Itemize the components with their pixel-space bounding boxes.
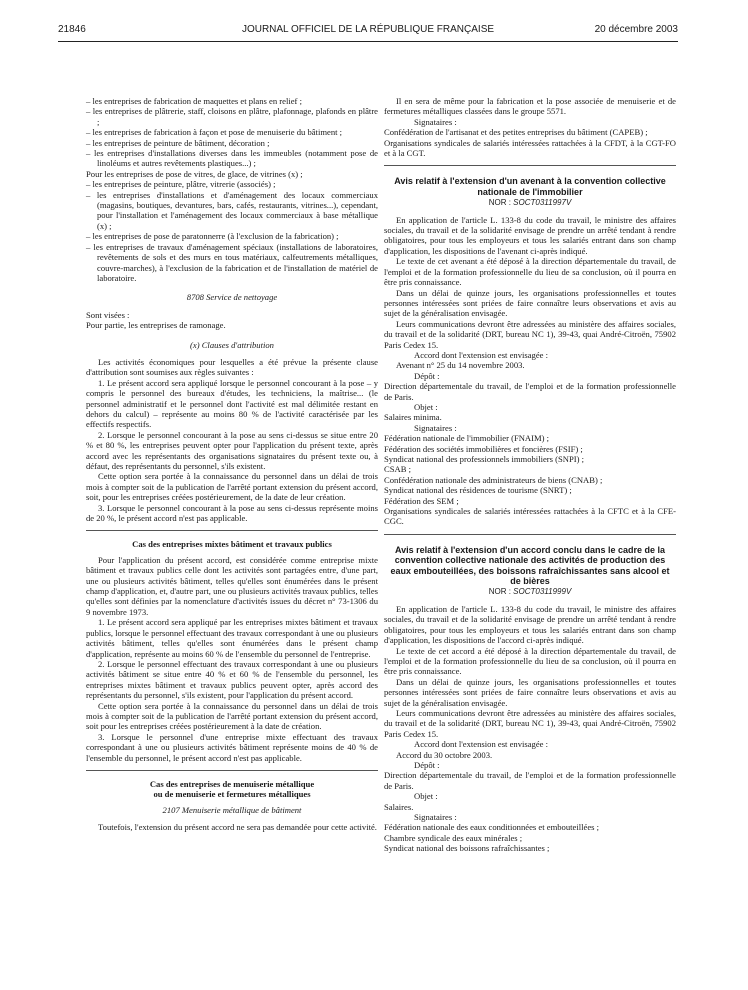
pour-partie-text: Pour partie, les entreprises de ramonage. xyxy=(86,320,226,331)
accord-label: Accord dont l'extension est envisagée : xyxy=(414,349,548,360)
objet-value: Salaires minima. xyxy=(384,412,442,423)
list-item: – les entreprises d'installations diverses dans les immeubles (notamment pose de linoléums et autres revêtements plastiques...) ; xyxy=(86,148,378,169)
paragraph: Les activités économiques pour lesquelles a été prévue la présente clause d'attribution sont soumises aux règles suivantes : xyxy=(86,356,378,378)
paragraph: Cette option sera portée à la connaissance du personnel dans un délai de trois mois à compter soit de la publication de l'arrêté portant extension du présent accord, soit pour les entreprises créées postérieurement à la date de création. xyxy=(86,700,378,732)
page-number: 21846 xyxy=(58,24,86,35)
paragraph: Pour l'application du présent accord, est considérée comme entreprise mixte bâtiment et travaux publics celle dont les activités sont partagées entre, d'une part, une ou plusieurs activités bâtiment, telles qu'elles sont énumérées dans le présent champ d'application, et, d'autre part, une ou plusieurs activités travaux publics, telles qu'elles sont définies par la nomenclature d'activités issues du décret n° 73-1306 du 9 novembre 1973. xyxy=(86,554,378,617)
signataire: Confédération nationale des administrateurs de biens (CNAB) ; xyxy=(384,474,603,485)
clauses-caption: (x) Clauses d'attribution xyxy=(190,339,274,350)
list-item: – les entreprises de fabrication de maquettes et plans en relief ; xyxy=(86,96,302,106)
separator xyxy=(384,165,676,166)
paragraph: Leurs communications devront être adressées au ministère des affaires sociales, du travail et de la solidarité (DRT, bureau NC 1), 39-43, quai André-Citroën, 75902 Paris Cedex 15. xyxy=(384,707,676,739)
paragraph: Leurs communications devront être adressées au ministère des affaires sociales, du travail et de la solidarité (DRT, bureau NC 1), 39-43, quai André-Citroën, 75902 Paris Cedex 15. xyxy=(384,318,676,350)
signataire: Fédération des SEM ; xyxy=(384,495,459,506)
publication-date: 20 décembre 2003 xyxy=(594,24,678,35)
list-item: – les entreprises de plâtrerie, staff, cloisons en plâtre, plafonnage, plafonds en plâtre ; xyxy=(86,106,378,127)
signataires-label: Signataires : xyxy=(414,422,457,433)
signataire: Syndicat national des boissons rafraîchissantes ; xyxy=(384,843,550,854)
paragraph: Cette option sera portée à la connaissance du personnel dans un délai de trois mois à compter soit de la publication de l'arrêté portant extension du présent accord, soit, pour les entreprises créées postérieurement, de la date de leur création. xyxy=(86,471,378,503)
separator xyxy=(86,530,378,531)
signataire: Syndicat national des professionnels immobiliers (SNPI) ; xyxy=(384,454,585,464)
sont-vises-label: Sont visées : xyxy=(86,309,130,320)
separator xyxy=(86,770,378,771)
paragraph: Il en sera de même pour la fabrication et la pose associée de menuiserie et de fermetures métalliques classées dans le groupe 5571. xyxy=(384,96,676,117)
paragraph: Le texte de cet avenant a été déposé à la direction départementale du travail, de l'emploi et de la formation professionnelle du lieu de sa conclusion, où il pourra en être pris connaissance. xyxy=(384,256,676,288)
avis-title: Avis relatif à l'extension d'un accord conclu dans le cadre de la convention collective nationale des activités de production des eaux embouteillées, des boissons rafraîchissantes sans alcool et de bières xyxy=(390,544,670,587)
depot-label: Dépôt : xyxy=(414,370,440,381)
signataire: Fédération nationale des eaux conditionnées et embouteillées ; xyxy=(384,822,600,833)
depot-label: Dépôt : xyxy=(414,759,440,770)
menuiserie-caption: 2107 Menuiserie métallique de bâtiment xyxy=(162,804,302,815)
separator xyxy=(384,534,676,535)
avis-title: Avis relatif à l'extension d'un avenant à la convention collective nationale de l'immobilier xyxy=(394,176,666,197)
section-heading: Cas des entreprises de menuiserie métallique xyxy=(149,778,315,789)
accord-value: Avenant n° 25 du 14 novembre 2003. xyxy=(396,360,525,371)
section-heading: Cas des entreprises mixtes bâtiment et travaux publics xyxy=(132,539,332,550)
nor-reference xyxy=(384,198,676,208)
signataire: Organisations syndicales de salariés intéressées rattachées à la CFDT, à la CGT-FO et à la CGT. xyxy=(384,137,676,159)
paragraph: 2. Lorsque le personnel concourant à la pose au sens ci-dessus se situe entre 20 % et 80 %, les entreprises peuvent opter pour l'application du présent texte, après accord avec les représentants des organisations signataires du présent texte ou, à défaut, des représentants du personnel, s'ils existent. xyxy=(86,429,378,471)
journal-title: JOURNAL OFFICIEL DE LA RÉPUBLIQUE FRANÇAISE xyxy=(241,24,495,35)
accord-label: Accord dont l'extension est envisagée : xyxy=(414,739,548,750)
list-item: – les entreprises de travaux d'aménagement spéciaux (installations de laboratoires, revêtements de sols et des murs en tous matériaux, calfeutrements métalliques, couvre-marches), à l'exclusion de la fabrication et de l'installation de matériel de laboratoire. xyxy=(86,241,378,283)
depot-value: Direction départementale du travail, de l'emploi et de la formation professionnelle de Paris. xyxy=(384,381,676,402)
nor-code: SOCT0311997V xyxy=(513,198,572,208)
signataire: Confédération de l'artisanat et des petites entreprises du bâtiment (CAPEB) ; xyxy=(384,127,648,138)
paragraph: En application de l'article L. 133-8 du code du travail, le ministre des affaires sociales, du travail et de la solidarité envisage de prendre un arrêté tendant à rendre obligatoires, pour tous les employeurs et tous les salariés entrant dans son champ d'application, les dispositions de l'accord ci-après indiqué. xyxy=(384,603,676,646)
paragraph: 3. Lorsque le personnel concourant à la pose au sens ci-dessus représente moins de 20 %, le présent accord n'est pas applicable. xyxy=(86,502,378,524)
list-item: – les entreprises de fabrication à façon et pose de menuiserie du bâtiment ; xyxy=(86,127,343,138)
signataire: Chambre syndicale des eaux minérales ; xyxy=(384,832,523,843)
paragraph: 3. Lorsque le personnel d'une entreprise mixte effectuant des travaux correspondant à une ou plusieurs activités bâtiment représente moins de 40 % de l'ensemble du personnel, le présent accord n'est pas applicable. xyxy=(86,731,378,763)
signataire: Syndicat national des résidences de tourisme (SNRT) ; xyxy=(384,485,572,496)
paragraph: Dans un délai de quinze jours, les organisations professionnelles et toutes personnes intéressées sont priées de faire connaître leurs observations et avis au sujet de la généralisation envisagée. xyxy=(384,676,676,708)
depot-value: Direction départementale du travail, de l'emploi et de la formation professionnelle de Paris. xyxy=(384,770,676,791)
nor-reference xyxy=(384,587,676,597)
signataire: Organisations syndicales de salariés intéressées rattachées à la CFTC et à la CFE-CGC. xyxy=(384,506,676,527)
list-item: – les entreprises de peinture de bâtiment, décoration ; xyxy=(86,137,270,148)
objet-label: Objet : xyxy=(414,791,438,802)
nor-label: NOR : xyxy=(488,198,511,208)
pose-vitres-text: Pour les entreprises de pose de vitres, de glace, de vitrines (x) ; xyxy=(86,168,303,179)
paragraph: 1. Le présent accord sera appliqué par les entreprises mixtes bâtiment et travaux publics, lorsque le personnel effectuant des travaux correspondant à une ou plusieurs activités bâtiment, telles qu'elles sont énumérées dans le présent champ d'application, représente au moins 60 % de l'ensemble du personnel de l'entreprise. xyxy=(86,617,378,659)
service-caption: 8708 Service de nettoyage xyxy=(186,292,278,303)
right-column xyxy=(384,96,676,854)
signataires-label: Signataires : xyxy=(414,812,457,822)
nor-label: NOR : xyxy=(488,587,511,597)
accord-value: Accord du 30 octobre 2003. xyxy=(396,749,493,760)
header-rule xyxy=(58,41,678,42)
paragraph: 2. Lorsque le personnel effectuant des travaux correspondant à une ou plusieurs activités bâtiment se situe entre 40 % et 60 % de l'ensemble du personnel, les entreprises mixtes bâtiment et travaux publics peuvent opter, après accord des représentants du personnel, s'ils existent, pour l'application du présent accord. xyxy=(86,658,378,701)
list-item: – les entreprises d'installations et d'aménagement des locaux commerciaux (magasins, boutiques, devantures, bars, cafés, restaurants, vitrines...), cependant, pour l'installation et l'aménagement des locaux commerciaux à base métallique (x) ; xyxy=(86,189,378,231)
paragraph: Dans un délai de quinze jours, les organisations professionnelles et toutes personnes intéressées sont priées de faire connaître leurs observations et avis au sujet de la généralisation envisagée. xyxy=(384,287,676,319)
page-header xyxy=(58,24,678,40)
signataires-label: Signataires : xyxy=(414,116,457,127)
nor-code: SOCT0311999V xyxy=(513,587,572,597)
paragraph: Toutefois, l'extension du présent accord ne sera pas demandée pour cette activité. xyxy=(98,822,377,833)
list-item: – les entreprises de pose de paratonnerre (à l'exclusion de la fabrication) ; xyxy=(86,231,339,242)
paragraph: En application de l'article L. 133-8 du code du travail, le ministre des affaires sociales, du travail et de la solidarité envisage de prendre un arrêté tendant à rendre obligatoires, pour tous les employeurs et tous les salariés entrant dans son champ d'application, les dispositions de l'avenant ci-après indiqué. xyxy=(384,214,676,256)
signataire: CSAB ; xyxy=(384,464,411,475)
list-item: – les entreprises de peinture, plâtre, vitrerie (associés) ; xyxy=(86,179,276,190)
signataire: Fédération des sociétés immobilières et foncières (FSIF) ; xyxy=(384,443,583,454)
paragraph: Le texte de cet accord a été déposé à la direction départementale du travail, de l'emploi et de la formation professionnelle du lieu de sa conclusion, où il pourra en être pris connaissance. xyxy=(384,645,676,677)
paragraph: 1. Le présent accord sera appliqué lorsque le personnel concourant à la pose – y compris le personnel des bureaux d'études, les techniciens, la maîtrise... (le personnel administratif et le personnel dont l'activité est mal délimitée restant en dehors du calcul) – représente au moins 80 % de l'activité caractérisée par les effectifs respectifs. xyxy=(86,377,378,430)
objet-value: Salaires. xyxy=(384,801,414,812)
section-heading: ou de menuiserie et fermetures métalliques xyxy=(153,789,311,800)
signataire: Fédération nationale de l'immobilier (FNAIM) ; xyxy=(384,433,550,444)
objet-label: Objet : xyxy=(414,401,438,412)
left-column xyxy=(86,96,378,833)
